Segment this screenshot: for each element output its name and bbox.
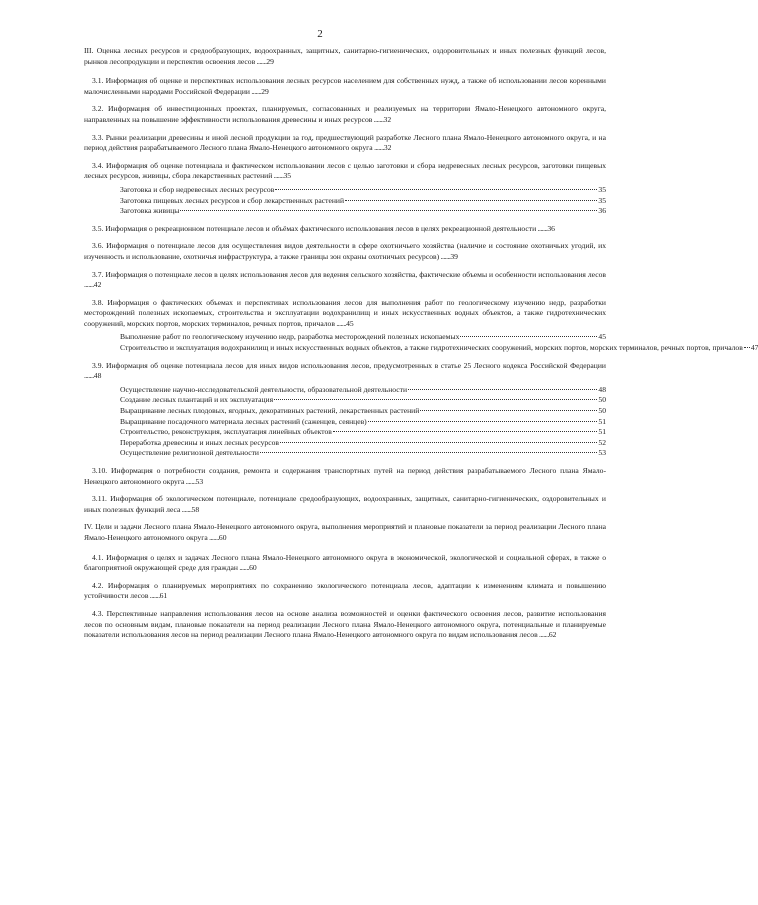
toc-child-list: [120, 185, 606, 217]
toc-entry-text: 4.2. Информация о планируемых мероприятиях по сохранению экологического потенциала лесов, адаптации к изменениям климата и повышению устойчивости лесов: [84, 580, 606, 601]
toc-leader-dots: [275, 189, 597, 190]
toc-entry-text: Заготовка живицы: [120, 206, 180, 216]
toc-entry-text: Строительство, реконструкция, эксплуатация линейных объектов: [120, 427, 332, 437]
toc-leader-dots: .......: [334, 318, 347, 328]
toc-entry-text: Создание лесных плантаций и их эксплуатация: [120, 395, 274, 405]
toc-entry-text: Выращивание посадочного материала лесных растений (саженцев, сеянцев): [120, 416, 367, 426]
toc-entry-text: Заготовка пищевых лесных ресурсов и сбор лекарственных растений: [120, 195, 345, 205]
toc-leader-dots: .......: [237, 563, 250, 573]
toc-child-entry: [120, 343, 758, 354]
toc-entry-text: Заготовка и сбор недревесных лесных ресурсов: [120, 184, 275, 194]
toc-leader-dots: [744, 347, 750, 348]
toc-child-entry: [120, 406, 606, 417]
toc-page-number: 50: [598, 395, 606, 405]
toc-page-number: 35: [598, 184, 606, 194]
toc-leader-dots: .......: [207, 532, 219, 542]
toc-entry-text: Выполнение работ по геологическому изучению недр, разработка месторождений полезных ископаемых: [120, 332, 460, 342]
toc-page-number: 36: [547, 223, 555, 233]
toc-entry-text: 3.6. Информация о потенциале лесов для осуществления видов деятельности в сфере охотничьего хозяйства (наличие и состояние охотничьих угодий, их изученность и использование, охотничья инфраструктура, а также границы зон охраны охотничьих ресурсов): [84, 241, 606, 261]
toc-page-number: 32: [383, 114, 392, 124]
toc-page-number: 52: [598, 437, 606, 447]
toc-entry-text: Переработка древесины и иных лесных ресурсов: [120, 437, 279, 447]
toc-leader-dots: [460, 336, 597, 337]
page-number: 2: [317, 28, 323, 40]
toc-leader-dots: .......: [148, 591, 160, 601]
toc-leader-dots: [274, 399, 597, 400]
toc-leader-dots: .......: [255, 56, 267, 66]
table-of-contents: [84, 46, 758, 648]
toc-entry-text: 4.1. Информация о целях и задачах Лесного плана Ямало-Ненецкого автономного округа в экономической, экологической и социальной сферах, в также о благоприятной окружающей среде для граждан: [84, 552, 606, 573]
toc-entry-text: Строительство и эксплуатация водохранилищ и иных искусственных водных объектов, а также гидротехнических сооружений, морских портов, морских терминалов, речных портов, причалов: [120, 343, 743, 353]
toc-subsection-entry: [84, 361, 606, 382]
toc-entry-text: Осуществление научно-исследовательской деятельности, образовательной деятельности: [120, 384, 408, 394]
toc-entry-text: Выращивание лесных плодовых, ягодных, декоративных растений, лекарственных растений: [120, 406, 420, 416]
toc-entry-text: 4.3. Перспективные направления использования лесов на основе анализа возможностей и оценки фактического освоения лесов, развитие использования лесов по основным видам, плановые показатели на период реализации Лесного плана Ямало-Ненецкого автономного округа, потенциальные и планируемые показатели использования лесов на период реализации Лесного плана Ямало-Ненецкого автономного округа по видам использования лесов: [84, 608, 606, 640]
toc-page-number: 60: [218, 532, 227, 542]
toc-leader-dots: [420, 410, 597, 411]
toc-leader-dots: [333, 431, 598, 432]
toc-page-number: 29: [261, 86, 269, 96]
toc-entry-text: 3.3. Рынки реализации древесины и иной лесной продукции за год, предшествующий разработке Лесного плана Ямало-Ненецкого автономного округа, и на период действия разрабатываемого Лесного плана Ямало-Ненецкого автономного округа: [84, 132, 606, 153]
toc-leader-dots: [180, 210, 597, 211]
toc-leader-dots: [345, 200, 597, 201]
toc-subsection-entry: [84, 494, 606, 515]
toc-entry-text: 3.7. Информация о потенциале лесов в целях использования лесов для ведения сельского хозяйства, фактические объемы и особенности использования лесов: [92, 269, 606, 279]
toc-child-list: [120, 385, 606, 459]
toc-subsection-entry: [84, 161, 606, 182]
toc-entry-text: 3.4. Информация об оценке потенциала и фактическом использовании лесов с целью заготовки и сбора недревесных лесных ресурсов, заготовки пищевых лесных ресурсов, живицы, сбора лекарственных растений: [84, 160, 606, 181]
toc-page-number: 48: [598, 384, 606, 394]
toc-page-number: 45: [598, 332, 606, 342]
toc-leader-dots: .......: [84, 371, 94, 381]
toc-entry-text: 3.9. Информация об оценке потенциала лесов для иных видов использования лесов, предусмотренных в статье 25 Лесного кодекса Российской Федерации: [92, 360, 606, 370]
toc-child-entry: [120, 185, 606, 196]
toc-leader-dots: .......: [537, 630, 549, 640]
toc-page-number: 60: [249, 563, 257, 573]
toc-subsection-entry: [84, 581, 606, 602]
toc-child-entry: [120, 395, 606, 406]
toc-entry-text: 3.1. Информация об оценке и перспективах использования лесных ресурсов населением для собственных нужд, а также об использовании лесов коренными малочисленными народами Российской Федерации: [84, 76, 606, 96]
toc-leader-dots: .......: [250, 86, 262, 96]
toc-entry-text: 3.10. Информация о потребности создания, ремонта и содержания транспортных путей на период действия разрабатываемого Лесного плана Ямало-Ненецкого автономного округа: [84, 466, 606, 486]
toc-page-number: 39: [450, 251, 458, 261]
toc-page-number: 42: [93, 280, 102, 290]
toc-child-entry: [120, 438, 606, 449]
toc-subsection-entry: [84, 270, 606, 291]
toc-child-entry: [120, 332, 606, 343]
toc-subsection-entry: [84, 298, 606, 330]
toc-leader-dots: [408, 389, 597, 390]
toc-leader-dots: .......: [84, 280, 94, 290]
toc-subsection-entry: [84, 224, 606, 235]
toc-leader-dots: [280, 442, 597, 443]
toc-page-number: 36: [598, 206, 606, 216]
toc-page-number: 47: [750, 343, 758, 353]
toc-subsection-entry: [84, 133, 606, 154]
toc-child-entry: [120, 417, 606, 428]
toc-child-entry: [120, 448, 606, 459]
toc-page-number: 35: [598, 195, 606, 205]
toc-subsection-entry: [84, 104, 606, 125]
toc-entry-text: Осуществление религиозной деятельности: [120, 448, 259, 458]
toc-section-entry: [84, 46, 606, 67]
toc-entry-text: IV. Цели и задачи Лесного плана Ямало-Ненецкого автономного округа, выполнения мероприятий и плановые показатели за период реализации Лесного плана Ямало-Ненецкого автономного округа: [84, 522, 606, 542]
toc-subsection-entry: [84, 553, 606, 574]
toc-page-number: 51: [598, 427, 606, 437]
toc-entry-text: III. Оценка лесных ресурсов и средообразующих, водоохранных, защитных, санитарно-гигиенических, оздоровительных и иных полезных функций лесов, рынков лесопродукции и перспектив освоения лесов: [84, 46, 606, 66]
toc-page-number: 45: [346, 318, 354, 328]
toc-subsection-entry: [84, 466, 606, 487]
toc-leader-dots: .......: [272, 171, 284, 181]
toc-page-number: 50: [598, 406, 606, 416]
toc-child-entry: [120, 196, 606, 207]
toc-leader-dots: .......: [536, 223, 548, 233]
toc-child-entry: [120, 385, 606, 396]
toc-child-entry: [120, 427, 606, 438]
toc-entry-text: 3.8. Информация о фактических объемах и перспективах использования лесов для выполнения работ по геологическому изучению недр, разработки месторождений полезных ископаемых, строительства и эксплуатации водохранилищ и иных искусственных водных объектов, а также гидротехнических сооружений, морских портов, морских терминалов, речных портов, причалов: [84, 297, 606, 328]
toc-page-number: 62: [548, 630, 557, 640]
toc-page-number: 32: [383, 143, 392, 153]
toc-entry-text: 3.5. Информация о рекреационном потенциале лесов и объёмах фактического использования лесов в целях рекреационной деятельности: [92, 223, 537, 233]
toc-subsection-entry: [84, 76, 606, 97]
toc-page-number: 53: [195, 476, 204, 486]
toc-subsection-entry: [84, 241, 606, 262]
toc-leader-dots: .......: [372, 143, 384, 153]
toc-page-number: 58: [191, 504, 200, 514]
toc-page-number: 48: [93, 371, 102, 381]
toc-page-number: 61: [159, 591, 168, 601]
toc-leader-dots: .......: [180, 504, 192, 514]
toc-page-number: 53: [598, 448, 606, 458]
toc-leader-dots: .......: [372, 114, 384, 124]
toc-child-list: [120, 332, 758, 353]
toc-entry-text: 3.2. Информация об инвестиционных проектах, планируемых, согласованных и реализуемых на территории Ямало-Ненецкого автономного округа, направленных на повышение эффективности использования древесины и иных ресурсов: [84, 104, 606, 124]
toc-page-number: 51: [598, 416, 606, 426]
toc-subsection-entry: [84, 609, 606, 641]
toc-leader-dots: [368, 421, 598, 422]
toc-page-number: 35: [283, 171, 292, 181]
toc-leader-dots: [260, 452, 597, 453]
toc-entry-text: 3.11. Информация об экологическом потенциале, потенциале средообразующих, водоохранных, защитных, санитарно-гигиенических, оздоровительных и иных полезных функций леса: [84, 494, 606, 514]
toc-section-entry: [84, 522, 606, 543]
toc-page-number: 29: [266, 56, 274, 66]
toc-leader-dots: .......: [184, 476, 196, 486]
toc-leader-dots: .......: [439, 251, 451, 261]
toc-child-entry: [120, 206, 606, 217]
